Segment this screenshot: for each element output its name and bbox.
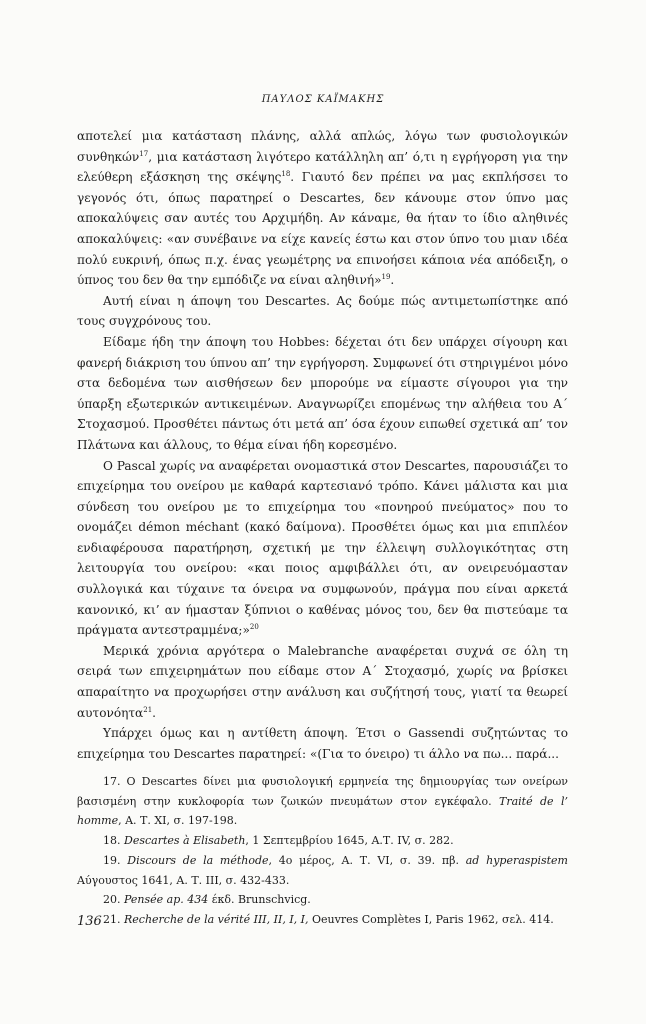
paragraph: Μερικά χρόνια αργότερα ο Malebranche αναφέρεται συχνά σε όλη τη σειρά των επιχειρημάτων που είδαμε στον Α΄ Στοχασμό, χωρίς να βρίσκει απαραίτητο να προχωρήσει στην ανάλυση και συζήτησή τους, γιατί τα θεωρεί αυτονόητα$^{21}$. [77, 643, 568, 720]
body-text [77, 126, 568, 764]
page-number: 136 [77, 914, 102, 929]
footnotes [77, 772, 568, 930]
footnote: 17. Ο Descartes δίνει μια φυσιολογική ερμηνεία της δημιουργίας των ονείρων βασισμένη στην κυκλοφορία των ζωικών πνευμάτων στον εγκέφαλο. Traité de l’ homme, Α. Τ. ΧΙ, σ. 197-198. [77, 775, 568, 828]
footnote: 20. Pensée ap. 434 έκδ. Brunschvicg. [103, 893, 311, 907]
paragraph: Υπάρχει όμως και η αντίθετη άποψη. Έτσι ο Gassendi συζητώντας το επιχείρημα του Descartes παρατηρεί: «(Για το όνειρο) τι άλλο να πω... παρά... [77, 726, 568, 761]
footnote: 18. Descartes à Elisabeth, 1 Σεπτεμβρίου 1645, Α.Τ. IV, σ. 282. [103, 834, 454, 848]
footnote: 19. Discours de la méthode, 4ο μέρος, Α. Τ. VI, σ. 39. πβ. ad hyperaspistem Αύγουστος 1641, Α. Τ. III, σ. 432-433. [77, 853, 568, 887]
paragraph: αποτελεί μια κατάσταση πλάνης, αλλά απλώς, λόγω των φυσιολογικών συνθηκών$^{17}$, μια κατάσταση λιγότερο κατάλληλη απ’ ό,τι η εγρήγορση για την ελεύθερη εξάσκηση της σκέψης$^{18}$. Γιαυτό δεν πρέπει να μας εκπλήσσει το γεγονός ότι, όπως παρατηρεί ο Descartes, δεν κάνουμε στον ύπνο μας αποκαλύψεις σαν αυτές του Αρχιμήδη. Αν κάναμε, θα ήταν το ίδιο αληθινές αποκαλύψεις: «αν συνέβαινε να είχε κανείς έστω και στον ύπνο του μιαν ιδέα πολύ ευκρινή, όπως π.χ. ένας γεωμέτρης να επινοήσει κάποια νέα απόδειξη, ο ύπνος του δεν θα την εμπόδιζε να είναι αληθινή»$^{19}$. [77, 129, 568, 288]
paragraph: Ο Pascal χωρίς να αναφέρεται ονομαστικά στον Descartes, παρουσιάζει το επιχείρημα του ονείρου με καθαρά καρτεσιανό τρόπο. Κάνει μάλιστα και μια σύνδεση του ονείρου με το επιχείρημα του «πονηρού πνεύματος» που το ονομάζει démon méchant (κακό δαίμονα). Προσθέτει όμως και μια επιπλέον ενδιαφέρουσα παρατήρηση, σχετική με την έλλειψη συλλογικότητας στη λειτουργία του ονείρου: «και ποιος αμφιβάλλει ότι, αν ονειρευόμασταν συλλογικά και τύχαινε τα όνειρα να συμφωνούν, πράγμα που είναι αρκετά κανονικό, κι’ αν ήμασταν ξύπνιοι ο καθένας μόνος του, δεν θα πιστεύαμε τα πράγματα αντεστραμμένα;»$^{20}$ [77, 458, 568, 638]
footnote: 21. Recherche de la vérité III, II, I, I, Oeuvres Complètes I, Paris 1962, σελ. 414. [103, 912, 554, 926]
paragraph: Είδαμε ήδη την άποψη του Hobbes: δέχεται ότι δεν υπάρχει σίγουρη και φανερή διάκριση του ύπνου απ’ την εγρήγορση. Συμφωνεί ότι στηριγμένοι μόνο στα δεδομένα των αισθήσεων δεν μπορούμε να είμαστε σίγουροι για την ύπαρξη εξωτερικών αντικειμένων. Αναγνωρίζει επομένως την αλήθεια του Α΄ Στοχασμού. Προσθέτει πάντως ότι μετά απ’ όσα έχουν ειπωθεί σχετικά απ’ τον Πλάτωνα και άλλους, το θέμα είναι ήδη κορεσμένο. [77, 334, 568, 452]
paragraph: Αυτή είναι η άποψη του Descartes. Ας δούμε πώς αντιμετωπίστηκε από τους συγχρόνους του. [77, 293, 568, 329]
running-header: ΠΑΥΛΟΣ ΚΑΪΜΑΚΗΣ [261, 94, 385, 105]
